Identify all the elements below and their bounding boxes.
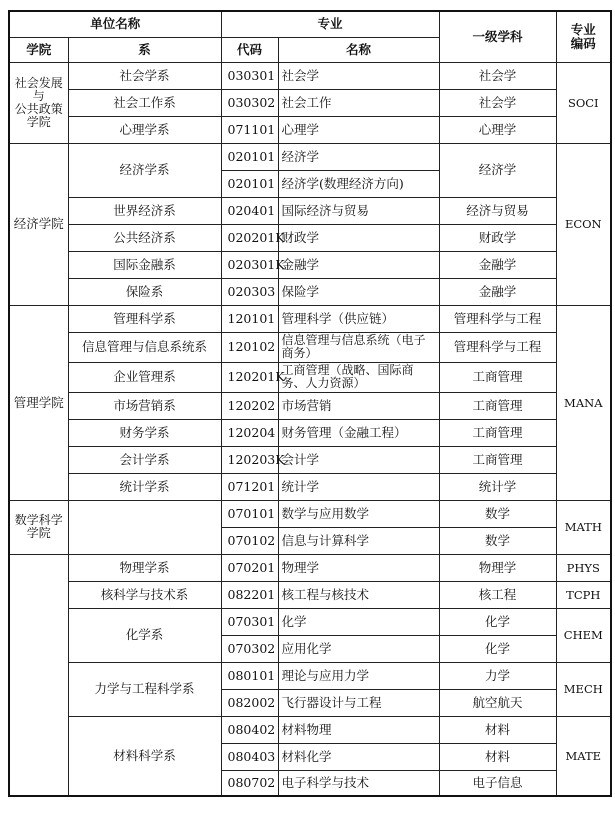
discipline-cell: 经济与贸易: [439, 197, 556, 224]
college-name-line: 数学科学: [14, 513, 63, 527]
discipline-cell: 经济学: [439, 143, 556, 197]
major-code-tcph: TCPH: [556, 581, 611, 608]
dept-cell: 材料科学系: [68, 716, 221, 796]
discipline-cell: 核工程: [439, 581, 556, 608]
name-cell: 核工程与核技术: [278, 581, 439, 608]
college-name-line: 与: [32, 88, 45, 103]
dept-cell: 力学与工程科学系: [68, 662, 221, 716]
discipline-cell: 统计学: [439, 473, 556, 500]
table-row: [9, 278, 611, 305]
dept-cell: 公共经济系: [68, 224, 221, 251]
name-cell: 保险学: [278, 278, 439, 305]
dept-cell: 企业管理系: [68, 362, 221, 392]
code-cell: 020201K: [221, 224, 278, 251]
discipline-cell: 社会学: [439, 62, 556, 89]
header-major-code: [556, 11, 611, 62]
dept-cell: 市场营销系: [68, 392, 221, 419]
college-economics: 经济学院: [9, 143, 68, 305]
name-cell: 国际经济与贸易: [278, 197, 439, 224]
name-cell: 管理科学（供应链）: [278, 305, 439, 332]
name-cell: 会计学: [278, 446, 439, 473]
discipline-cell: 工商管理: [439, 419, 556, 446]
table-row: [9, 143, 611, 170]
discipline-cell: 电子信息: [439, 770, 556, 796]
table-row: [9, 362, 611, 392]
discipline-cell: 化学: [439, 635, 556, 662]
college-management: 管理学院: [9, 305, 68, 500]
name-cell: 应用化学: [278, 635, 439, 662]
major-code-math: MATH: [556, 500, 611, 554]
code-cell: 030301: [221, 62, 278, 89]
header-major: 专业: [221, 11, 439, 37]
name-cell: 电子科学与技术: [278, 770, 439, 796]
dept-cell: 社会学系: [68, 62, 221, 89]
dept-cell: 财务学系: [68, 419, 221, 446]
discipline-cell: 心理学: [439, 116, 556, 143]
code-cell: 030302: [221, 89, 278, 116]
college-social-development: [9, 62, 68, 143]
major-code-mech: MECH: [556, 662, 611, 716]
code-cell: 070302: [221, 635, 278, 662]
discipline-cell: 社会学: [439, 89, 556, 116]
dept-cell: 核科学与技术系: [68, 581, 221, 608]
dept-cell: 保险系: [68, 278, 221, 305]
table-row: [9, 500, 611, 527]
name-cell: 市场营销: [278, 392, 439, 419]
major-code-soci: SOCI: [556, 62, 611, 143]
code-cell: 120204: [221, 419, 278, 446]
code-cell: 080403: [221, 743, 278, 770]
name-cell: 心理学: [278, 116, 439, 143]
dept-cell: 会计学系: [68, 446, 221, 473]
table-row: [9, 716, 611, 743]
code-cell: 082002: [221, 689, 278, 716]
name-cell: 财政学: [278, 224, 439, 251]
header-major-code-line1: 专业: [570, 21, 596, 37]
header-unit: 单位名称: [9, 11, 221, 37]
table-row: [9, 62, 611, 89]
name-cell: 信息与计算科学: [278, 527, 439, 554]
table-row: [9, 305, 611, 332]
name-cell: 理论与应用力学: [278, 662, 439, 689]
college-name-line: 公共政策: [14, 101, 63, 116]
majors-table: [8, 10, 612, 797]
code-cell: 070102: [221, 527, 278, 554]
code-cell: 080702: [221, 770, 278, 796]
discipline-cell: 管理科学与工程: [439, 332, 556, 362]
dept-cell: 社会工作系: [68, 89, 221, 116]
name-cell: 经济学(数理经济方向): [278, 170, 439, 197]
discipline-cell: 化学: [439, 608, 556, 635]
table-row: [9, 251, 611, 278]
college-physical-sciences: [9, 554, 68, 796]
code-cell: 020101: [221, 170, 278, 197]
name-cell: 社会工作: [278, 89, 439, 116]
name-cell: 材料化学: [278, 743, 439, 770]
header-code: 代码: [221, 37, 278, 62]
table-row: [9, 662, 611, 689]
major-code-econ: ECON: [556, 143, 611, 305]
table-row: [9, 224, 611, 251]
discipline-cell: 工商管理: [439, 362, 556, 392]
name-cell: 材料物理: [278, 716, 439, 743]
dept-cell: 管理科学系: [68, 305, 221, 332]
discipline-cell: 金融学: [439, 251, 556, 278]
table-row: [9, 608, 611, 635]
table-row: [9, 392, 611, 419]
code-cell: 070101: [221, 500, 278, 527]
discipline-cell: 工商管理: [439, 392, 556, 419]
discipline-cell: 力学: [439, 662, 556, 689]
table-row: [9, 116, 611, 143]
name-cell: 统计学: [278, 473, 439, 500]
dept-cell: [68, 500, 221, 554]
dept-cell: 物理学系: [68, 554, 221, 581]
table-row: [9, 554, 611, 581]
discipline-cell: 数学: [439, 500, 556, 527]
code-cell: 120203K: [221, 446, 278, 473]
dept-cell: 统计学系: [68, 473, 221, 500]
table-row: [9, 89, 611, 116]
table-row: [9, 581, 611, 608]
table-row: [9, 446, 611, 473]
major-code-phys: PHYS: [556, 554, 611, 581]
code-cell: 080402: [221, 716, 278, 743]
code-cell: 020303: [221, 278, 278, 305]
college-name-line: 学院: [26, 526, 51, 540]
name-cell: 财务管理（金融工程）: [278, 419, 439, 446]
code-cell: 071101: [221, 116, 278, 143]
header-major-code-line2: 编码: [570, 35, 596, 51]
college-name-line: 学院: [26, 114, 51, 129]
header-dept: 系: [68, 37, 221, 62]
dept-cell: 信息管理与信息系统系: [68, 332, 221, 362]
code-cell: 120102: [221, 332, 278, 362]
college-name-line: 社会发展: [14, 75, 63, 90]
table-row: [9, 332, 611, 362]
table-row: [9, 473, 611, 500]
name-cell: 社会学: [278, 62, 439, 89]
name-cell: 金融学: [278, 251, 439, 278]
code-cell: 080101: [221, 662, 278, 689]
header-discipline: 一级学科: [439, 11, 556, 62]
major-code-mate: MATE: [556, 716, 611, 796]
dept-cell: 化学系: [68, 608, 221, 662]
name-cell: 经济学: [278, 143, 439, 170]
name-cell: 物理学: [278, 554, 439, 581]
code-cell: 070301: [221, 608, 278, 635]
college-mathematics: [9, 500, 68, 554]
discipline-cell: 数学: [439, 527, 556, 554]
code-cell: 120202: [221, 392, 278, 419]
major-code-chem: CHEM: [556, 608, 611, 662]
name-cell: 数学与应用数学: [278, 500, 439, 527]
code-cell: 020301K: [221, 251, 278, 278]
discipline-cell: 材料: [439, 716, 556, 743]
discipline-cell: 工商管理: [439, 446, 556, 473]
discipline-cell: 物理学: [439, 554, 556, 581]
discipline-cell: 管理科学与工程: [439, 305, 556, 332]
dept-cell: 国际金融系: [68, 251, 221, 278]
major-code-mana: MANA: [556, 305, 611, 500]
code-cell: 020101: [221, 143, 278, 170]
header-college: 学院: [9, 37, 68, 62]
table-row: [9, 419, 611, 446]
name-cell: 工商管理（战略、国际商务、人力资源）: [278, 362, 439, 392]
code-cell: 071201: [221, 473, 278, 500]
discipline-cell: 材料: [439, 743, 556, 770]
name-cell: 化学: [278, 608, 439, 635]
table-row: [9, 197, 611, 224]
dept-cell: 世界经济系: [68, 197, 221, 224]
code-cell: 020401: [221, 197, 278, 224]
discipline-cell: 航空航天: [439, 689, 556, 716]
code-cell: 070201: [221, 554, 278, 581]
code-cell: 120201K: [221, 362, 278, 392]
discipline-cell: 金融学: [439, 278, 556, 305]
code-cell: 120101: [221, 305, 278, 332]
dept-cell: 经济学系: [68, 143, 221, 197]
dept-cell: 心理学系: [68, 116, 221, 143]
code-cell: 082201: [221, 581, 278, 608]
discipline-cell: 财政学: [439, 224, 556, 251]
name-cell: 飞行器设计与工程: [278, 689, 439, 716]
name-cell: 信息管理与信息系统（电子商务）: [278, 332, 439, 362]
header-name: 名称: [278, 37, 439, 62]
